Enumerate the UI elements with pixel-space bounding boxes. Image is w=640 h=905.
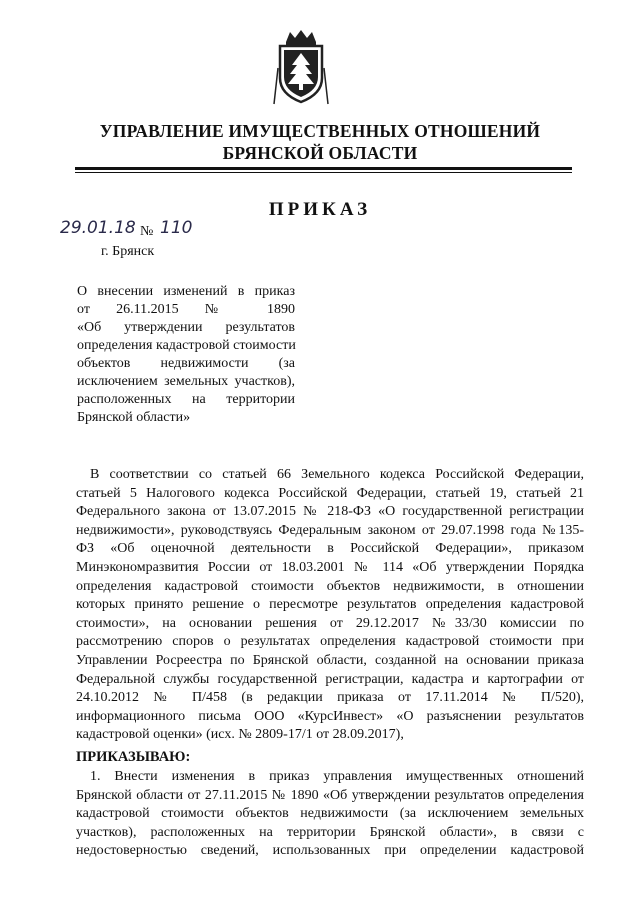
body-line: кадастровой оценки» (исх. № 2809-17/1 от 28.09.2017), [76, 727, 404, 743]
order-number-sign: № [140, 224, 154, 239]
decree-paragraph [76, 768, 584, 861]
preamble-paragraph [76, 466, 584, 745]
body-line: Федерального закона от 13.07.2015 № 218-ФЗ «О государственной регистрации [76, 504, 584, 520]
order-subject [77, 283, 295, 427]
body-line: В соответствии со статьей 66 Земельного кодекса Российской Федерации, [90, 467, 584, 482]
subject-line: «Об утверждении результатов [77, 320, 295, 335]
body-line: Федеральной службы государственной регистрации, кадастра и картографии от [76, 671, 584, 687]
order-date-handwritten: 29.01.18 [60, 218, 136, 238]
body-line: стоимости», на основании решения от 29.12.2017 №33/30 комиссии по [76, 615, 584, 631]
subject-line: объектов недвижимости (за [77, 356, 295, 371]
body-line: Брянской области от 27.11.2015 № 1890 «Об утверждении результатов определения [76, 787, 584, 803]
body-line: ФЗ «Об оценочной деятельности в Российской Федерации», приказом [76, 541, 584, 557]
subject-line: расположенных на территории [77, 392, 295, 407]
body-line: статьей 5 Налогового кодекса Российской Федерации, статьей 19, статьей 21 [76, 485, 584, 501]
body-line: 1. Внести изменения в приказ управления имущественных отношений [90, 769, 584, 784]
order-city: г. Брянск [101, 244, 155, 259]
body-line: Управлении Росреестра по Брянской области, созданной на основании приказа [76, 652, 584, 668]
body-line: рассмотрению споров о результатах определения кадастровой стоимости при [76, 634, 584, 650]
subject-line: О внесении изменений в приказ [77, 284, 295, 299]
org-name-line1: УПРАВЛЕНИЕ ИМУЩЕСТВЕННЫХ ОТНОШЕНИЙ [99, 121, 541, 141]
body-line: участков), расположенных на территории Брянской области», в связи с [76, 824, 584, 840]
body-line: недостоверностью сведений, использованных при определении кадастровой [76, 843, 584, 859]
subject-line: определения кадастровой стоимости [77, 338, 296, 353]
body-line: кадастровой стоимости объектов недвижимости (за исключением земельных [76, 806, 584, 822]
body-line: определения кадастровой стоимости объектов недвижимости, в отношении [76, 578, 584, 594]
header-divider-thin [75, 172, 572, 173]
body-line: 24.10.2012 № П/458 (в редакции приказа от 17.11.2014 № П/520), [76, 690, 584, 706]
org-name-line2: БРЯНСКОЙ ОБЛАСТИ [222, 143, 418, 163]
order-number-handwritten: 110 [160, 218, 193, 238]
document-title: ПРИКАЗ [268, 199, 372, 220]
header-divider-thick [75, 167, 572, 170]
subject-line: Брянской области» [77, 410, 191, 425]
body-line: информационного письма ООО «КурсИнвест» «О разъяснении результатов [76, 708, 584, 724]
subject-line: исключением земельных участков), [77, 374, 295, 389]
subject-line: от 26.11.2015 № 1890 [77, 302, 295, 317]
decree-heading: ПРИКАЗЫВАЮ: [76, 749, 191, 765]
body-line: которых принято решение о пересмотре результатов определения кадастровой [76, 597, 584, 613]
body-line: недвижимости», руководствуясь Федеральным законом от 29.07.1998 года №135- [76, 522, 584, 538]
body-line: Минэкономразвития России от 18.03.2001 № 114 «Об утверждении Порядка [76, 559, 584, 575]
bryansk-region-coat-of-arms-icon [270, 28, 332, 108]
